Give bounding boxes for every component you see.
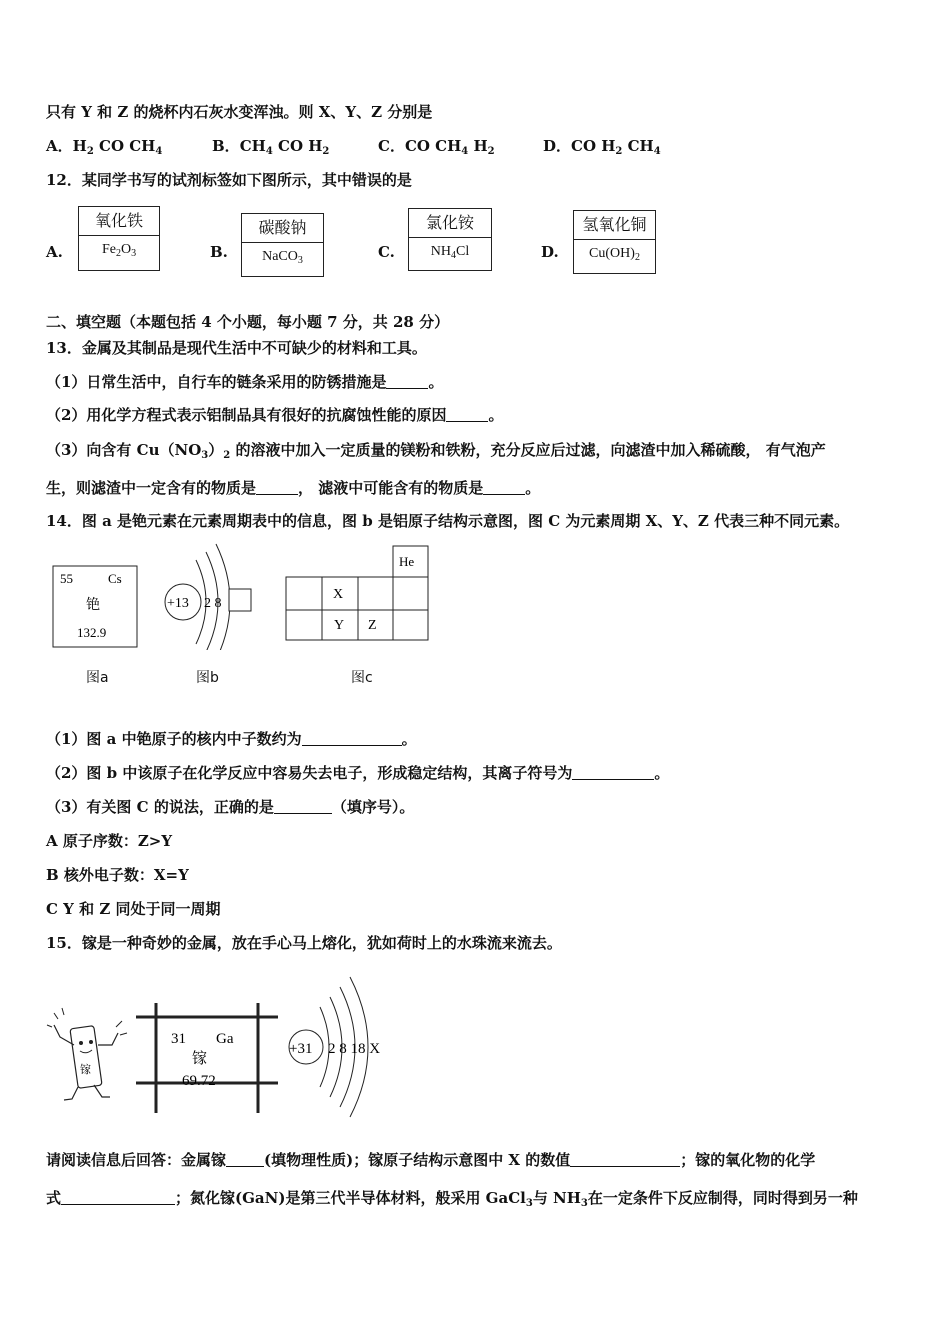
q14-part2: （2）图 b 中该原子在化学反应中容易失去电子，形成稳定结构，其离子符号为 。 bbox=[46, 764, 670, 782]
q14-figures bbox=[46, 540, 446, 650]
answer-blank[interactable] bbox=[302, 731, 402, 746]
label-formula: $NH_4Cl$ bbox=[430, 244, 470, 261]
cell-number: 55 bbox=[60, 571, 73, 586]
caption-b: 图b bbox=[196, 670, 219, 686]
reagent-label-d bbox=[573, 210, 656, 274]
answer-blank[interactable] bbox=[572, 765, 654, 780]
q15-question-line1: 请阅读信息后回答：金属镓 (填物理性质)；镓原子结构示意图中 X 的数值 ；镓的氧化物的化学 bbox=[46, 1151, 816, 1169]
q15-stem: 15．镓是一种奇妙的金属，放在手心马上熔化，犹如荷时上的水珠流来流去。 bbox=[46, 934, 562, 952]
q13-part3-cont: 生，则滤渣中一定含有的物质是 ， 滤液中可能含有的物质是 。 bbox=[46, 479, 541, 497]
reagent-label-a bbox=[78, 206, 160, 271]
q14-option-b: B 核外电子数：X=Y bbox=[46, 866, 189, 884]
answer-blank[interactable] bbox=[446, 407, 488, 422]
q14-stem: 14．图 a 是铯元素在元素周期表中的信息，图 b 是铝原子结构示意图，图 C 为元素周期 X、Y、Z 代表三种不同元素。 bbox=[46, 512, 850, 530]
cell-name: 镓 bbox=[192, 1049, 208, 1067]
q11-option-b: B．$CH_4$ CO $H_2$ bbox=[212, 137, 330, 157]
figure-c-periodic-table bbox=[286, 546, 428, 640]
cell-he: He bbox=[399, 554, 415, 569]
q12-stem: 12．某同学书写的试剂标签如下图所示，其中错误的是 bbox=[46, 171, 412, 189]
figure-a-element-cell bbox=[53, 566, 137, 647]
q12-letter-b: B. bbox=[210, 243, 228, 261]
cell-y: Y bbox=[334, 618, 345, 633]
q13-stem: 13．金属及其制品是现代生活中不可缺少的材料和工具。 bbox=[46, 339, 427, 357]
q13-part3: （3）向含有 $Cu(NO_3)_2$ 的溶液中加入一定质量的镁粉和铁粉，充分反应后过滤，向滤渣中加入稀硫酸， 有气泡产 bbox=[46, 441, 826, 461]
answer-blank[interactable] bbox=[61, 1190, 175, 1205]
section-heading: 二、填空题（本题包括 4 个小题，每小题 7 分，共 28 分） bbox=[46, 313, 450, 331]
q15-figures bbox=[46, 975, 406, 1125]
answer-blank[interactable] bbox=[226, 1152, 264, 1167]
q12-letter-d: D. bbox=[541, 243, 559, 261]
label-name: 氯化铵 bbox=[409, 209, 491, 238]
cell-symbol: Cs bbox=[108, 571, 122, 586]
answer-blank[interactable] bbox=[483, 480, 525, 495]
reagent-label-b bbox=[241, 213, 324, 277]
cell-mass: 132.9 bbox=[77, 625, 107, 640]
q14-option-a: A 原子序数：Z>Y bbox=[46, 832, 173, 850]
cell-number: 31 bbox=[171, 1031, 186, 1047]
answer-blank[interactable] bbox=[386, 374, 428, 389]
atom-nucleus: +31 bbox=[289, 1041, 313, 1057]
label-name: 氢氧化铜 bbox=[574, 211, 655, 240]
answer-blank[interactable] bbox=[274, 799, 332, 814]
gallium-atom-diagram bbox=[289, 977, 380, 1117]
q12-letter-a: A. bbox=[46, 243, 63, 261]
atom-nucleus: +13 bbox=[167, 596, 189, 611]
label-formula: $Fe_2O_3$ bbox=[101, 242, 137, 259]
q14-option-c: C Y 和 Z 同处于同一周期 bbox=[46, 900, 221, 918]
gallium-element-cell bbox=[136, 1003, 278, 1113]
atom-shells: 2 8 18 X bbox=[328, 1041, 381, 1057]
label-name: 氧化铁 bbox=[79, 207, 159, 236]
q11-option-c: C．CO $CH_4$ $H_2$ bbox=[378, 137, 495, 157]
gallium-cartoon-figure bbox=[47, 1008, 127, 1100]
cell-x: X bbox=[333, 587, 344, 602]
q15-question-line2: 式 ；氮化镓(GaN)是第三代半导体材料，般采用 GaCl$_3$与 $NH_3$在一定条件下反应制得，同时得到另一种 bbox=[46, 1189, 858, 1209]
label-formula: $Cu(OH)_2$ bbox=[589, 246, 640, 263]
q14-part1: （1）图 a 中铯原子的核内中子数约为 。 bbox=[46, 730, 417, 748]
answer-blank[interactable] bbox=[256, 480, 298, 495]
atom-shells: 2 8 bbox=[204, 596, 222, 611]
figure-b-atom-diagram bbox=[165, 544, 251, 650]
q12-letter-c: C. bbox=[378, 243, 395, 261]
q14-part3: （3）有关图 C 的说法，正确的是 （填序号）。 bbox=[46, 798, 415, 816]
cell-symbol: Ga bbox=[216, 1031, 234, 1047]
q11-option-a: A．$H_2$ CO $CH_4$ bbox=[46, 137, 163, 157]
q13-part1: （1）日常生活中，自行车的链条采用的防锈措施是 。 bbox=[46, 373, 444, 391]
cell-name: 铯 bbox=[86, 597, 100, 613]
cell-z: Z bbox=[368, 618, 377, 633]
label-name: 碳酸钠 bbox=[242, 214, 323, 243]
label-formula: NaCO$_3$ bbox=[262, 249, 303, 266]
q11-tail: 只有 Y 和 Z 的烧杯内石灰水变浑浊。则 X、Y、Z 分别是 bbox=[46, 103, 433, 121]
cartoon-label: 镓 bbox=[80, 1063, 91, 1076]
caption-c: 图c bbox=[351, 670, 373, 686]
q13-part2: （2）用化学方程式表示铝制品具有很好的抗腐蚀性能的原因 。 bbox=[46, 406, 504, 424]
q11-option-d: D．CO $H_2$ $CH_4$ bbox=[543, 137, 661, 157]
cell-mass: 69.72 bbox=[182, 1073, 216, 1089]
answer-blank[interactable] bbox=[570, 1152, 680, 1167]
reagent-label-c bbox=[408, 208, 492, 271]
answer-box[interactable] bbox=[229, 589, 251, 611]
caption-a: 图a bbox=[86, 670, 109, 686]
